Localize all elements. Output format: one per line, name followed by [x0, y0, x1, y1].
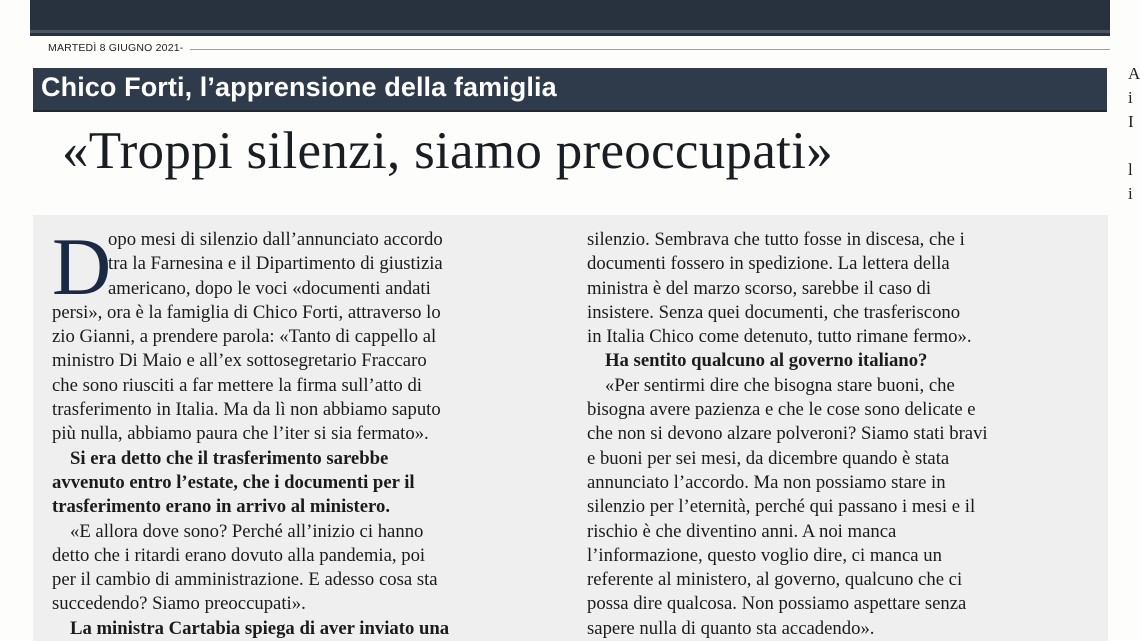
fragment-letter: i — [1128, 88, 1133, 107]
article-line: sapere nulla di quanto sta accadendo». — [587, 617, 875, 639]
article-line: referente al ministero, al governo, qualcuno che ci — [587, 569, 963, 591]
article-line: in Italia Chico come detenuto, tutto rimane fermo». — [587, 326, 972, 348]
article-line: «Per sentirmi dire che bisogna stare buoni, che — [605, 374, 955, 396]
interview-question: Si era detto che il trasferimento sarebbe — [70, 447, 389, 469]
article-line: ministra è del marzo scorso, sarebbe il caso di — [587, 277, 932, 299]
fragment-letter — [1128, 134, 1140, 158]
interview-question: La ministra Cartabia spiega di aver inviato una — [70, 617, 450, 639]
dropcap: D — [52, 221, 112, 312]
masthead-banner — [30, 0, 1110, 36]
article-line: insistere. Senza quei documenti, che trasferiscono — [587, 301, 961, 323]
interview-question: avvenuto entro l’estate, che i documenti per il — [52, 471, 415, 493]
article-line: possa dire qualcosa. Non possiamo aspettare senza — [587, 593, 967, 615]
article-line: che sono riusciti a far mettere la firma sull’atto di — [52, 374, 422, 396]
article-line: rischio è che diventino anni. A noi manca — [587, 520, 897, 542]
article-line: americano, dopo le voci «documenti andati — [108, 277, 431, 299]
article-line: e buoni per sei mesi, da dicembre quando è stata — [587, 447, 950, 469]
adjacent-article-fragment — [1128, 62, 1140, 206]
article-line: trasferimento in Italia. Ma da lì non abbiamo saputo — [52, 399, 441, 421]
fragment-letter: I — [1128, 112, 1134, 131]
article-line: documenti fossero in spedizione. La lettera della — [587, 253, 950, 275]
masthead-rule — [30, 30, 1110, 33]
article-line: silenzio per l’eternità, perché qui passano i mesi e il — [587, 496, 976, 518]
article-left-column — [52, 221, 572, 641]
article-line: ministro Di Maio e all’ex sottosegretario Fraccaro — [52, 350, 427, 372]
interview-question: Ha sentito qualcuno al governo italiano? — [605, 350, 928, 372]
kicker-band — [33, 68, 1107, 112]
headline: «Troppi silenzi, siamo preoccupati» — [62, 122, 834, 180]
date-rule — [190, 49, 1110, 50]
article-line: per il cambio di amministrazione. E adesso cosa sta — [52, 569, 438, 591]
fragment-letter: A — [1128, 64, 1140, 83]
article-line: zio Gianni, a prendere parola: «Tanto di cappello al — [52, 326, 437, 348]
article-line: annunciato l’accordo. Ma non possiamo stare in — [587, 471, 946, 493]
fragment-letter: l — [1128, 160, 1133, 179]
article-line: bisogna avere pazienza e che le cose sono delicate e — [587, 399, 976, 421]
article-line: tra la Farnesina e il Dipartimento di giustizia — [108, 253, 443, 275]
article-line: che non si devono alzare polveroni? Siamo stati bravi — [587, 423, 988, 445]
interview-question: trasferimento erano in arrivo al ministero. — [52, 496, 391, 518]
article-line: silenzio. Sembrava che tutto fosse in discesa, che i — [587, 229, 965, 250]
article-line: opo mesi di silenzio dall’annunciato accordo — [108, 229, 443, 250]
article-line: l’informazione, questo voglio dire, ci manca un — [587, 544, 942, 566]
article-line: più nulla, abbiamo paura che l’iter si sia fermato». — [52, 423, 429, 445]
article-line: «E allora dove sono? Perché all’inizio ci hanno — [70, 520, 424, 542]
article-line: succedendo? Siamo preoccupati». — [52, 593, 306, 615]
date-line: MARTEDÌ 8 GIUGNO 2021- — [48, 42, 184, 54]
kicker-text: Chico Forti, l’apprensione della famiglia — [41, 72, 557, 102]
fragment-letter: i — [1128, 184, 1133, 203]
article-line: persi», ora è la famiglia di Chico Forti, attraverso lo — [52, 301, 441, 323]
article-line: detto che i ritardi erano dovuto alla pandemia, poi — [52, 544, 426, 566]
article-right-column — [587, 228, 1107, 641]
